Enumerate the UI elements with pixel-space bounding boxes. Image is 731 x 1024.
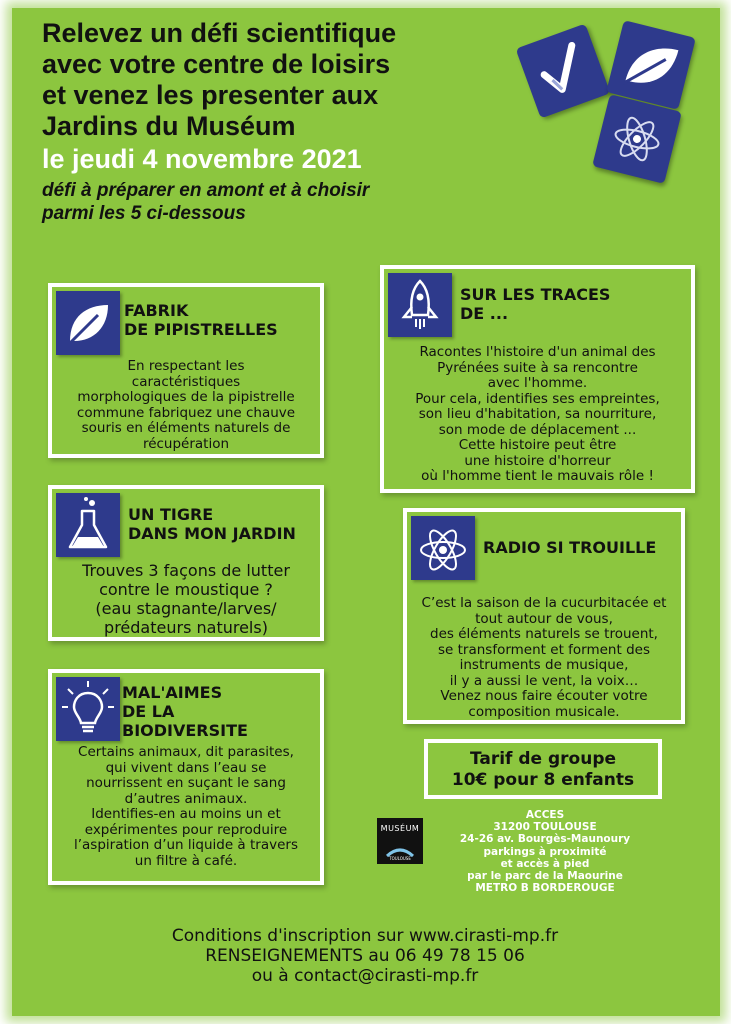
body-line: commune fabriquez une chauve [76, 404, 296, 421]
title-line: DE PIPISTRELLES [124, 320, 278, 339]
body-line: avec l'homme. [487, 375, 588, 391]
title-line: DANS MON JARDIN [128, 524, 296, 543]
museum-logo [377, 818, 423, 864]
body-line: tout autour de vous, [475, 610, 613, 627]
title-line: Jardins du Muséum [42, 111, 296, 141]
challenge-description [407, 596, 681, 720]
title-line: SUR LES TRACES [460, 285, 611, 304]
header [42, 18, 522, 225]
challenge-description [52, 561, 320, 637]
body-line: instruments de musique, [459, 657, 629, 673]
challenge-title [460, 285, 610, 323]
body-line: des éléments naturels se trouent, [430, 626, 658, 642]
footer-line: RENSEIGNEMENTS au 06 49 78 15 06 [205, 946, 525, 966]
body-line: il y a aussi le vent, la voix… [449, 672, 639, 689]
logo-text: MUSÉUM [380, 824, 420, 833]
body-line: caractéristiques [131, 373, 241, 390]
challenge-description [384, 345, 691, 485]
body-line: un filtre à café. [134, 852, 238, 869]
body-line: Cette histoire peut être [458, 437, 617, 453]
body-line: son mode de déplacement ... [438, 421, 637, 438]
acces-line: par le parc de la Maourine [467, 870, 623, 883]
tarif-line: Tarif de groupe [469, 749, 617, 769]
body-line: Pyrénées suite à sa rencontre [437, 359, 638, 376]
body-line: se transforment et forment des [438, 641, 650, 658]
body-line: qui vivent dans l’eau se [105, 759, 267, 776]
challenge-title [128, 505, 296, 543]
title-line: Relevez un défi scientifique [42, 18, 397, 48]
challenge-title [483, 538, 656, 557]
challenge-card-tigre [48, 485, 324, 641]
header-date: le jeudi 4 novembre 2021 [42, 144, 362, 174]
footer-line: Conditions d'inscription sur www.cirasti-mp.fr [171, 926, 559, 946]
body-line: Certains animaux, dit parasites, [78, 744, 294, 760]
title-line: UN TIGRE [128, 505, 214, 524]
challenge-card-traces [380, 265, 695, 493]
footer-contact [100, 926, 630, 986]
subtitle-line: parmi les 5 ci-dessous [42, 203, 246, 224]
acces-info [420, 809, 670, 894]
atom-icon [411, 516, 475, 580]
body-line: une histoire d'horreur [464, 452, 611, 469]
body-line: prédateurs naturels) [104, 618, 268, 637]
body-line: son lieu d'habitation, sa nourriture, [418, 406, 657, 422]
challenge-title [124, 301, 278, 339]
acces-line: 31200 TOULOUSE [493, 821, 597, 834]
challenge-description [52, 745, 320, 869]
title-line: avec votre centre de loisirs [42, 49, 391, 79]
acces-line: 24-26 av. Bourgès-Maunoury [459, 833, 631, 846]
challenge-description [52, 359, 320, 452]
body-line: contre le moustique ? [99, 580, 273, 599]
body-line: (eau stagnante/larves/ [95, 599, 277, 618]
footer-line: ou à contact@cirasti-mp.fr [251, 966, 479, 986]
rocket-icon [388, 273, 452, 337]
body-line: récupération [142, 435, 230, 452]
lightbulb-icon [56, 677, 120, 741]
title-line: MAL'AIMES [122, 683, 223, 702]
body-line: Racontes l'histoire d'un animal des [419, 344, 656, 360]
title-line: FABRIK [124, 301, 189, 320]
logo-subtext: TOULOUSE [389, 856, 411, 861]
challenge-title [122, 683, 248, 740]
body-line: morphologiques de la pipistrelle [77, 389, 295, 405]
acces-line: et accès à pied [500, 857, 590, 870]
body-line: expérimentes pour reproduire [84, 821, 288, 838]
leaf-icon [56, 291, 120, 355]
body-line: C’est la saison de la cucurbitacée et [421, 595, 667, 611]
challenge-card-malaimes [48, 669, 324, 885]
challenge-card-radio [403, 508, 685, 724]
challenge-card-fabrik [48, 283, 324, 458]
flask-icon [56, 493, 120, 557]
body-line: où l'homme tient le mauvais rôle ! [421, 468, 654, 484]
acces-line: METRO B BORDEROUGE [475, 882, 615, 895]
title-line: DE LA [122, 702, 175, 721]
body-line: composition musicale. [468, 703, 620, 720]
body-line: nourrissent en suçant le sang [86, 775, 286, 791]
title-line: RADIO SI TROUILLE [483, 538, 657, 557]
body-line: l’aspiration d’un liquide à travers [73, 837, 298, 853]
acces-line: ACCES [525, 809, 565, 821]
tarif-line: 10€ pour 8 enfants [451, 770, 635, 790]
title-line: et venez les presenter aux [42, 80, 379, 110]
subtitle-line: défi à préparer en amont et à choisir [42, 180, 370, 201]
header-title [42, 18, 522, 142]
title-line: DE ... [460, 304, 509, 323]
body-line: En respectant les [127, 358, 245, 374]
body-line: Pour cela, identifies ses empreintes, [415, 390, 660, 407]
body-line: Venez nous faire écouter votre [440, 688, 648, 704]
body-line: d’autres animaux. [124, 790, 248, 807]
acces-line: parkings à proximité [483, 845, 607, 858]
tarif-box [424, 739, 662, 799]
body-line: Trouves 3 façons de lutter [82, 561, 290, 580]
body-line: souris en éléments naturels de [81, 420, 291, 436]
title-line: BIODIVERSITE [122, 721, 248, 740]
header-subtitle [42, 179, 522, 225]
body-line: Identifies-en au moins un et [91, 806, 281, 822]
